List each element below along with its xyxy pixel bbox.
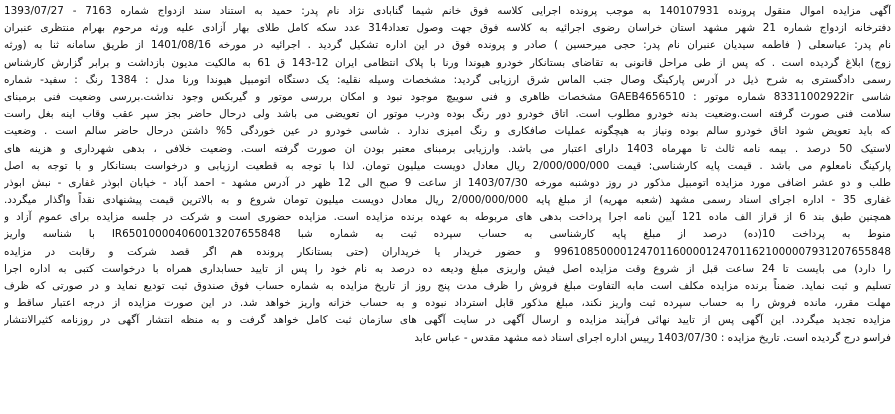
document-line-3: نام پدر: عباسعلی ( فاطمه سیدیان عنبران نام پدر: حجی میرحسین ) صادر و پرونده فوق در این اداره تشکیل گردید . اجرائیه در مورخه 1401/08/16 از طریق سامانه ثنا به (ورثه [4,39,891,52]
document-line-18: مهلت مقرر، مانده فروش را به حساب سپرده ثبت واریز نکند، مبلغ مذکور قابل استرداد نبوده و به حساب خزانه واریز خواهد شد. در این صورت مزایده از درجه اعتبار ساقط و [4,297,891,310]
document-line-5: رسمی دادگستری به شرح ذیل در آدرس پارکینگ وصال جنب الماس شرق ارزیابی گردید: مشخصات وسیله نقلیه: یک دستگاه اتومبیل هیوندا ورنا مدل : 1384 رنگ : سفید- شماره [4,73,891,86]
document-line-11: طلب و دو عشر اضافی مورد مزایده اتومبیل مذکور در روز دوشنبه مورخه 1403/07/30 از ساعت 9 صبح الی 12 ظهر در آدرس مشهد - احمد آباد - خیابان ابوذر غفاری - نبش ابوذر [4,176,891,189]
auction-notice-document [4,3,891,406]
document-line-9: لاستیک 50 درصد . بیمه نامه ثالث تا مهرماه 1403 دارای اعتبار می باشد. وارزیابی برمبنای معتبر بودن ان صورت گرفته است. وضعیت خلافی ، بدهی شهرداری و هزینه های [4,142,891,155]
document-line-15: 996108500001247011600001247011621000007931207655848 و حضور خریدار یا خریداران (حتی بستانکار پرونده هم اگر قصد شرکت و رقابت در مزایده [4,245,891,258]
document-line-12: غفاری 35 - اداره اجرای اسناد رسمی مشهد (شعبه مهریه) از مبلغ پایه 2/000/000/000 ریال معادل دویست میلیون تومان شروع و به بالاترین قیمت پیشنهادی نقداً واگذار میگردد. [4,194,891,207]
document-line-13: همچنین طبق بند 6 از قراز الف ماده 121 آیین نامه اجرا پرداخت بدهی های مربوطه به عهده برنده مزایده است. مزایده حضوری است و شرکت در جلسه مزایده برای عموم آزاد و [4,211,891,224]
document-line-20: فراسو درج گردیده است. تاریخ مزایده : 1403/07/30 رییس اداره اجرای اسناد ذمه مشهد مقدس - عباس عابد [414,331,891,344]
document-line-6: شاسی 83311002922ir شماره موتور : GAEB4656510 مشخصات ظاهری و فنی سوییچ موجود نبود و امکان بررسی موتور و گیربکس وجود نداشت.بررسی وضعیت فنی برمبنای [4,90,891,103]
document-line-7: سلامت فنی صورت گرفته است.وضعیت بدنه خودرو مطلوب است. اتاق خودرو دور رنگ بوده ودرب موتور ان تعویضی می باشد ولی درحال حاضر بجز سپر عقب وقاب اینه بغل راست [4,108,891,121]
document-line-2: دفترخانه ازدواج شماره 21 شهر مشهد استان خراسان رضوی اجرائیه به کلاسه فوق جهت وصول تعداد314 عدد سکه کامل طلای بهار آزادی علیه ورثه مرحوم بهرام منتظری عنبران [4,22,891,35]
document-line-19: مزایده تجدید میگردد. این آگهی پس از تایید نهائی فرآیند مزایده و ارسال آگهی در سایت آگهی های سازمان ثبت کامل خواهد گرفت و به منظه انتشار آگهی در روزنامه کثیرالانتشار [4,314,891,327]
document-line-10: پارکینگ نامعلوم می باشد . قیمت پایه کارشناسی: قیمت 2/000/000/000 ریال معادل دویست میلیون تومان. لذا با توجه به قطعیت ارزیابی و درخواست بستانکار و با توجه به اصل [4,159,891,172]
document-line-8: که باید تعویض شود اتاق خودرو سالم بوده ونیاز به هیچگونه عملیات صافکاری و رنگ امیزی ندارد . شاسی خودرو در عین خوردگی 5% داشتن درحال حاضر سالم است . وضعیت [4,125,891,138]
document-line-14: منوط به پرداخت 10(ده) درصد از مبلغ پایه کارشناسی به حساب سپرده ثبت به شماره شبا IR650100004060013207655848 با شناسه واریز [4,228,891,241]
document-line-17: تسلیم و ثبت نماید. ضمناً برنده مزایده مکلف است مابه التفاوت مبلغ فروش را ظرف مدت پنج روز از تاریخ مزایده به شماره حساب فوق صندوق ثبت تودیع نماید و در صورتی که ظرف [4,280,891,292]
document-line-4: زوج) ابلاغ گردیده است . که پس از طی مراحل قانونی به تقاضای بستانکار خودرو هیوندا ورنا با پلاک انتظامی ایران 12-143 ق 61 به مالکیت مدیون بازداشت و برابر گزارش کارشناس [4,56,891,69]
document-line-16: را دارد) می بایست تا 24 ساعت قبل از شروع وقت مزایده اصل فیش واریزی مبلغ ودیعه ده درصد به نام خود را پس از تایید حسابداری همراه با درخواست کتبی به اداره اجرا [4,262,891,275]
document-line-1: آگهی مزایده اموال منقول پرونده 140107931 به موجب پرونده اجرایی کلاسه فوق خانم شیما گنابادی نژاد نام پدر: حمید به استناد سند ازدواج شماره 7163 - 1393/07/27 [4,5,891,17]
